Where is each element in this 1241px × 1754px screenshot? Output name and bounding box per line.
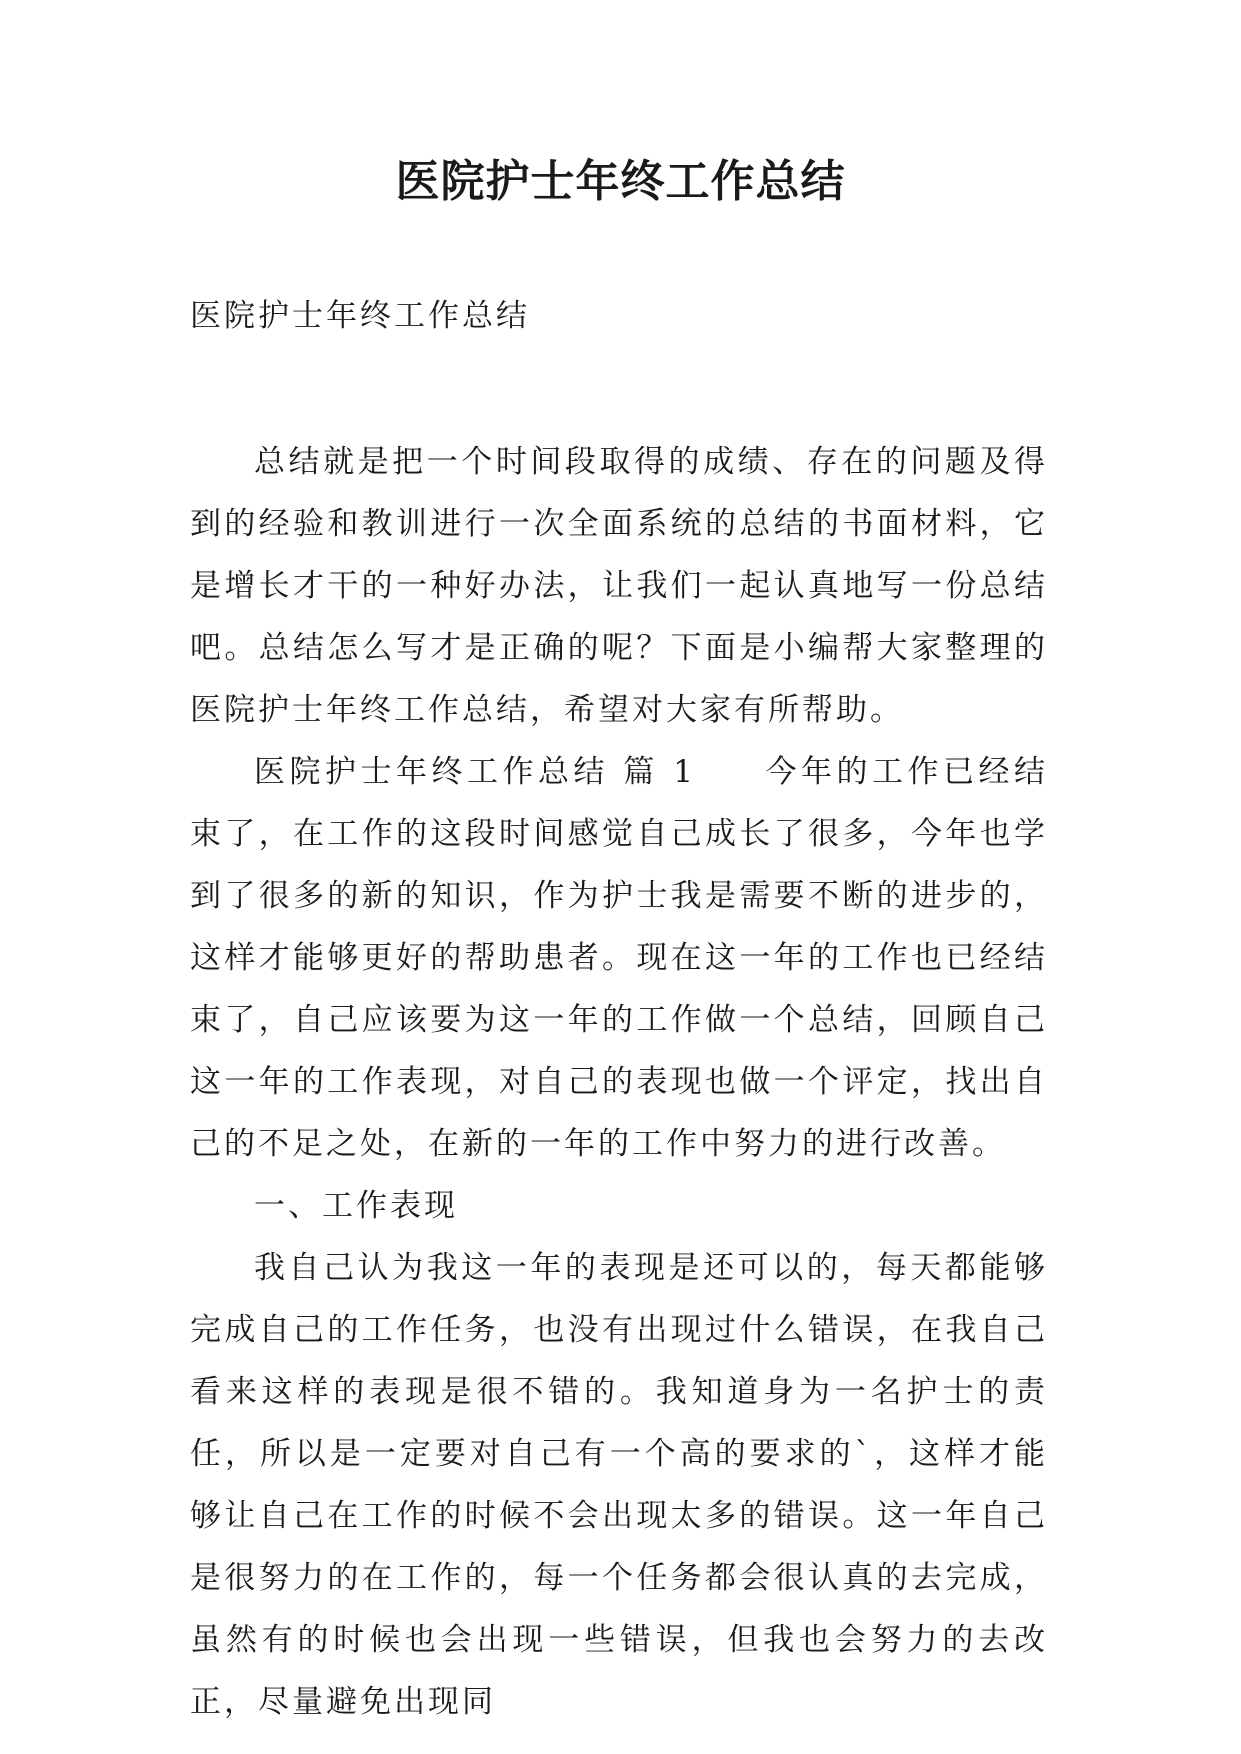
intro-paragraph: 总结就是把一个时间段取得的成绩、存在的问题及得到的经验和教训进行一次全面系统的总结的书面材料，它是增长才干的一种好办法，让我们一起认真地写一份总结吧。总结怎么写才是正确的呢？下面是小编帮大家整理的医院护士年终工作总结，希望对大家有所帮助。 — [190, 444, 1048, 728]
article-label: 医院护士年终工作总结 篇 1 — [254, 754, 696, 790]
article-paragraph — [190, 741, 1048, 1175]
document-subtitle: 医院护士年终工作总结 — [190, 298, 530, 334]
section-paragraph: 我自己认为我这一年的表现是还可以的，每天都能够完成自己的工作任务，也没有出现过什么错误，在我自己看来这样的表现是很不错的。我知道身为一名护士的责任，所以是一定要对自己有一个高的要求的`，这样才能够让自己在工作的时候不会出现太多的错误。这一年自己是很努力的在工作的，每一个任务都会很认真的去完成，虽然有的时候也会出现一些错误，但我也会努力的去改正，尽量避免出现同 — [190, 1250, 1048, 1720]
document-body — [190, 286, 1048, 1733]
article-body: 今年的工作已经结束了，在工作的这段时间感觉自己成长了很多，今年也学到了很多的新的知识，作为护士我是需要不断的进步的，这样才能够更好的帮助患者。现在这一年的工作也已经结束了，自己应该要为这一年的工作做一个总结，回顾自己这一年的工作表现，对自己的表现也做一个评定，找出自己的不足之处，在新的一年的工作中努力的进行改善。 — [190, 754, 1048, 1162]
document-title: 医院护士年终工作总结 — [395, 156, 846, 207]
section-heading: 一、工作表现 — [254, 1188, 458, 1224]
